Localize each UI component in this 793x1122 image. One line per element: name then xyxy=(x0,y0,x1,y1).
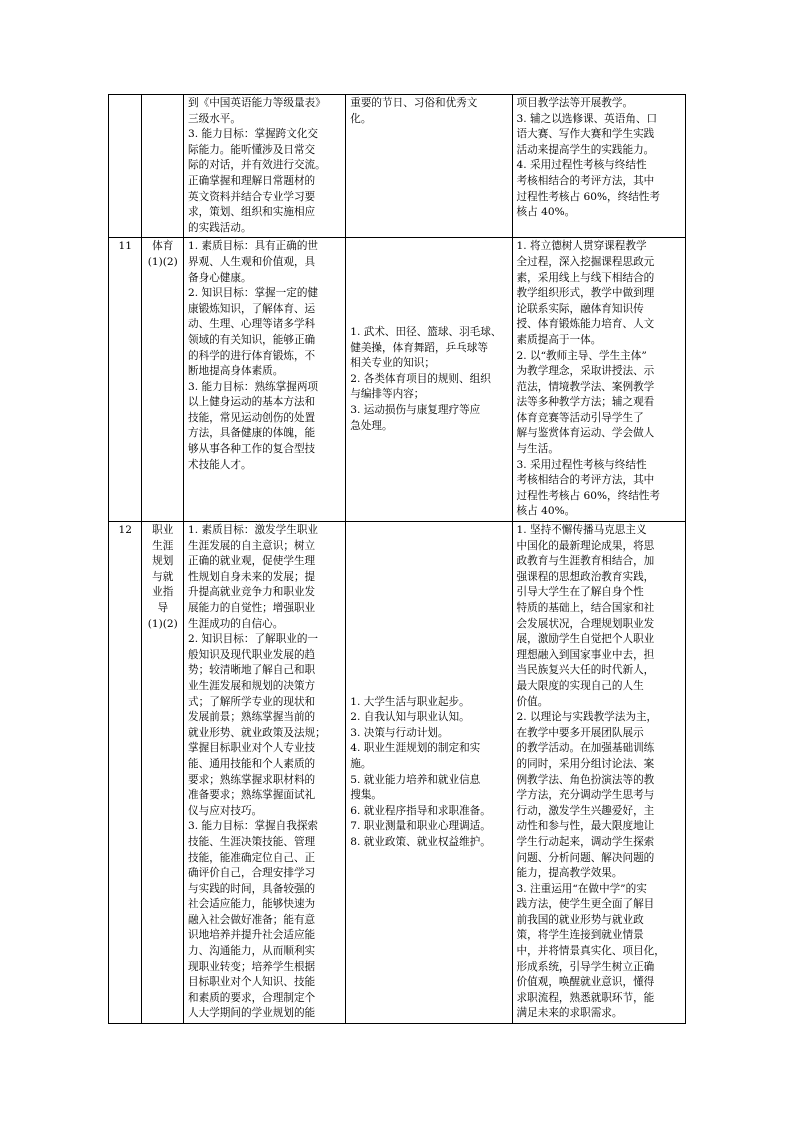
course-name: 职业 生涯 规划 与就 业指 导 (1)(2) xyxy=(142,522,184,1024)
course-name xyxy=(142,95,184,238)
table-row xyxy=(109,238,686,522)
course-objectives: 到《中国英语能力等级量表》 三级水平。 3. 能力目标：掌握跨文化交 际能力。能听懂涉及日常交 际的对话，并有效进行交流。 正确掌握和理解日常题材的 英文资料并结合专业学习要 求，策划、组织和实施相应 的实践活动。 xyxy=(184,95,346,238)
curriculum-table xyxy=(108,94,686,1024)
course-name: 体育 (1)(2) xyxy=(142,238,184,522)
table-row xyxy=(109,522,686,1024)
teaching-methods: 项目教学法等开展教学。 3. 辅之以选修课、英语角、口 语大赛、写作大赛和学生实践 活动来提高学生的实践能力。 4. 采用过程性考核与终结性 考核相结合的考评方法，其中 过程性考核占 60%，终结性考 核占 40%。 xyxy=(512,95,685,238)
course-objectives: 1. 素质目标：具有正确的世 界观、人生观和价值观，具 备身心健康。 2. 知识目标：掌握一定的健 康锻炼知识，了解体育、运 动、生理、心理等诸多学科 领域的有关知识，能够正确 的科学的进行体育锻炼，不 断地提高身体素质。 3. 能力目标：熟练掌握两项 以上健身运动的基本方法和 技能，常见运动创伤的处置 方法，具备健康的体魄，能 够从事各种工作的复合型技 术技能人才。 xyxy=(184,238,346,522)
course-number: 12 xyxy=(109,522,142,1024)
course-content: 重要的节日、习俗和优秀文 化。 xyxy=(346,95,512,238)
teaching-methods: 1. 坚持不懈传播马克思主义 中国化的最新理论成果，将思 政教育与生涯教育相结合，加 强课程的思想政治教育实践， 引导大学生在了解自身个性 特质的基础上，结合国家和社 会发展状况，合理规划职业发 展，激励学生自觉把个人职业 理想融入到国家事业中去，担 当民族复兴大任的时代新人， 最大限度的实现自己的人生 价值。 2. 以理论与实践教学法为主， 在教学中要多开展团队展示 的教学活动。在加强基础训练 的同时，采用分组讨论法、案 例教学法、角色扮演法等的教 学方法，充分调动学生思考与 行动，激发学生兴趣爱好，主 动性和参与性，最大限度地让 学生行动起来，调动学生探索 问题、分析问题、解决问题的 能力，提高教学效果。 3. 注重运用“在做中学”的实 践方法，使学生更全面了解目 前我国的就业形势与就业政 策，将学生连接到就业情景 中，并将情景真实化、项目化， 形成系统，引导学生树立正确 价值观，唤醒就业意识，懂得 求职流程，熟悉就职环节，能 满足未来的求职需求。 xyxy=(512,522,685,1024)
teaching-methods: 1. 将立德树人贯穿课程教学 全过程，深入挖掘课程思政元 素，采用线上与线下相结合的 教学组织形式，教学中做到理 论联系实际，融体育知识传 授、体育锻炼能力培育、人文 素质提高于一体。 2. 以“教师主导、学生主体” 为教学理念，采取讲授法、示 范法，情境教学法、案例教学 法等多种教学方法；辅之观看 体育竞赛等活动引导学生了 解与鉴赏体育运动、学会做人 与生活。 3. 采用过程性考核与终结性 考核相结合的考评方法，其中 过程性考核占 60%，终结性考 核占 40%。 xyxy=(512,238,685,522)
table-row xyxy=(109,95,686,238)
course-number xyxy=(109,95,142,238)
course-content: 1. 大学生活与职业起步。 2. 自我认知与职业认知。 3. 决策与行动计划。 4. 职业生涯规划的制定和实 施。 5. 就业能力培养和就业信息 搜集。 6. 就业程序指导和求职准备。 7. 职业测量和职业心理调适。 8. 就业政策、就业权益维护。 xyxy=(346,522,512,1024)
course-number: 11 xyxy=(109,238,142,522)
course-content: 1. 武术、田径、篮球、羽毛球、 健美操，体育舞蹈，乒乓球等 相关专业的知识； 2. 各类体育项目的规则、组织 与编排等内容； 3. 运动损伤与康复理疗等应 急处理。 xyxy=(346,238,512,522)
course-objectives: 1. 素质目标：激发学生职业 生涯发展的自主意识；树立 正确的就业观，促使学生理 性规划自身未来的发展；提 升提高就业竞争力和职业发 展能力的自觉性；增强职业 生涯成功的自信心。 2. 知识目标：了解职业的一 般知识及现代职业发展的趋 势；较清晰地了解自己和职 业生涯发展和规划的决策方 式；了解所学专业的现状和 发展前景；熟练掌握当前的 就业形势、就业政策及法规； 掌握目标职业对个人专业技 能、通用技能和个人素质的 要求；熟练掌握求职材料的 准备要求；熟练掌握面试礼 仪与应对技巧。 3. 能力目标：掌握自我探索 技能、生涯决策技能、管理 技能，能准确定位自己、正 确评价自己，合理安排学习 与实践的时间，具备较强的 社会适应能力，能够快速为 融入社会做好准备；能有意 识地培养并提升社会适应能 力、沟通能力，从而顺利实 现职业转变；培养学生根据 目标职业对个人知识、技能 和素质的要求，合理制定个 人大学期间的学业规划的能 xyxy=(184,522,346,1024)
